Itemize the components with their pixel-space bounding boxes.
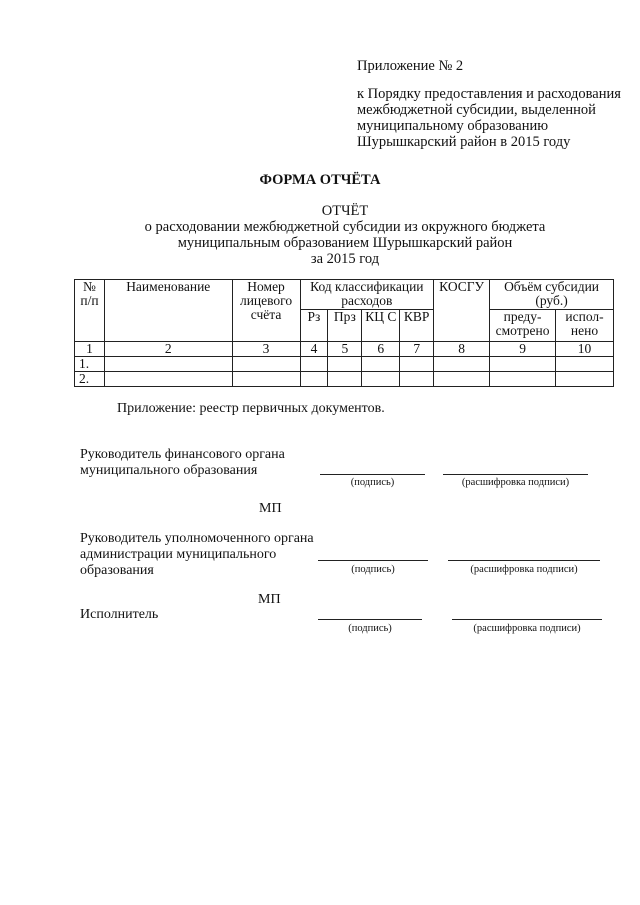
- appendix-line: муниципальному образованию: [357, 118, 549, 134]
- report-heading-block: [100, 203, 590, 267]
- stamp-place-label: МП: [259, 501, 282, 516]
- appendix-block: [357, 58, 627, 150]
- col-number: 1: [75, 342, 105, 357]
- signature-label-line: администрации муниципального: [80, 547, 277, 562]
- signature-label-line: образования: [80, 563, 154, 578]
- signature-caption: (подпись): [348, 623, 392, 634]
- table-cell: [328, 357, 362, 372]
- table-cell: [232, 372, 300, 387]
- report-line: за 2015 год: [310, 251, 380, 267]
- col-header-prz: Прз: [328, 310, 362, 342]
- table-cell: [300, 372, 328, 387]
- col-header-kosgu: КОСГУ: [434, 280, 490, 342]
- col-header-volume: Объём субсидии (руб.): [490, 280, 614, 310]
- table-cell: [104, 372, 232, 387]
- table-cell: [104, 357, 232, 372]
- col-header-account: Номер лицевого счёта: [232, 280, 300, 342]
- signature-label-line: муниципального образования: [80, 463, 258, 478]
- col-number: 2: [104, 342, 232, 357]
- table-cell: [232, 357, 300, 372]
- table-cell: [434, 372, 490, 387]
- table-cell: [400, 372, 434, 387]
- signature-line[interactable]: [318, 560, 428, 561]
- decoding-caption: (расшифровка подписи): [470, 564, 578, 575]
- col-number: 6: [362, 342, 400, 357]
- appendix-line: межбюджетной субсидии, выделенной: [357, 102, 596, 118]
- table-cell: [490, 357, 556, 372]
- form-title: ФОРМА ОТЧЁТА: [259, 172, 381, 188]
- row-number: 2.: [75, 372, 105, 387]
- col-header-code: Код классификации расходов: [300, 280, 434, 310]
- col-number: 8: [434, 342, 490, 357]
- executor-label: Исполнитель: [80, 607, 159, 622]
- col-header-name: Наименование: [104, 280, 232, 342]
- col-header-kvr: КВР: [400, 310, 434, 342]
- signature-label-line: Руководитель уполномоченного органа: [80, 531, 314, 546]
- table-cell: [300, 357, 328, 372]
- signature-caption: (подпись): [350, 477, 395, 488]
- stamp-place-label: МП: [258, 592, 281, 607]
- col-header-planned: преду-смотрено: [490, 310, 556, 342]
- table-row: [75, 357, 614, 372]
- col-header-executed: испол-нено: [556, 310, 614, 342]
- table-cell: [490, 372, 556, 387]
- table-cell: [328, 372, 362, 387]
- report-line: муниципальным образованием Шурышкарский район: [177, 235, 513, 251]
- col-number: 3: [232, 342, 300, 357]
- table-row: [75, 372, 614, 387]
- report-table: [74, 279, 614, 387]
- col-header-rz: Рз: [300, 310, 328, 342]
- decoding-caption: (расшифровка подписи): [461, 477, 570, 488]
- col-number: 5: [328, 342, 362, 357]
- appendix-line: Шурышкарский район в 2015 году: [357, 134, 571, 150]
- head-finance-label: [80, 447, 285, 479]
- decoding-line[interactable]: [452, 619, 602, 620]
- table-cell: [362, 372, 400, 387]
- col-header-num: № п/п: [75, 280, 105, 342]
- decoding-line[interactable]: [448, 560, 600, 561]
- col-header-kcs: КЦ С: [362, 310, 400, 342]
- signature-label-line: Руководитель финансового органа: [80, 447, 285, 462]
- signature-line[interactable]: [320, 474, 425, 475]
- table-cell: [362, 357, 400, 372]
- appendix-line: к Порядку предоставления и расходования: [357, 86, 621, 102]
- decoding-caption: (расшифровка подписи): [473, 623, 581, 634]
- col-number: 9: [490, 342, 556, 357]
- signature-caption: (подпись): [351, 564, 395, 575]
- col-number: 10: [556, 342, 614, 357]
- appendix-title: Приложение № 2: [357, 58, 464, 74]
- table-cell: [434, 357, 490, 372]
- table-cell: [400, 357, 434, 372]
- head-admin-label: [80, 531, 314, 579]
- attachment-note: Приложение: реестр первичных документов.: [117, 401, 385, 416]
- signature-line[interactable]: [318, 619, 422, 620]
- report-line: о расходовании межбюджетной субсидии из окружного бюджета: [144, 219, 546, 235]
- report-heading: ОТЧЁТ: [321, 203, 369, 219]
- table-cell: [556, 357, 614, 372]
- col-number: 4: [300, 342, 328, 357]
- decoding-line[interactable]: [443, 474, 588, 475]
- table-cell: [556, 372, 614, 387]
- col-number: 7: [400, 342, 434, 357]
- row-number: 1.: [75, 357, 105, 372]
